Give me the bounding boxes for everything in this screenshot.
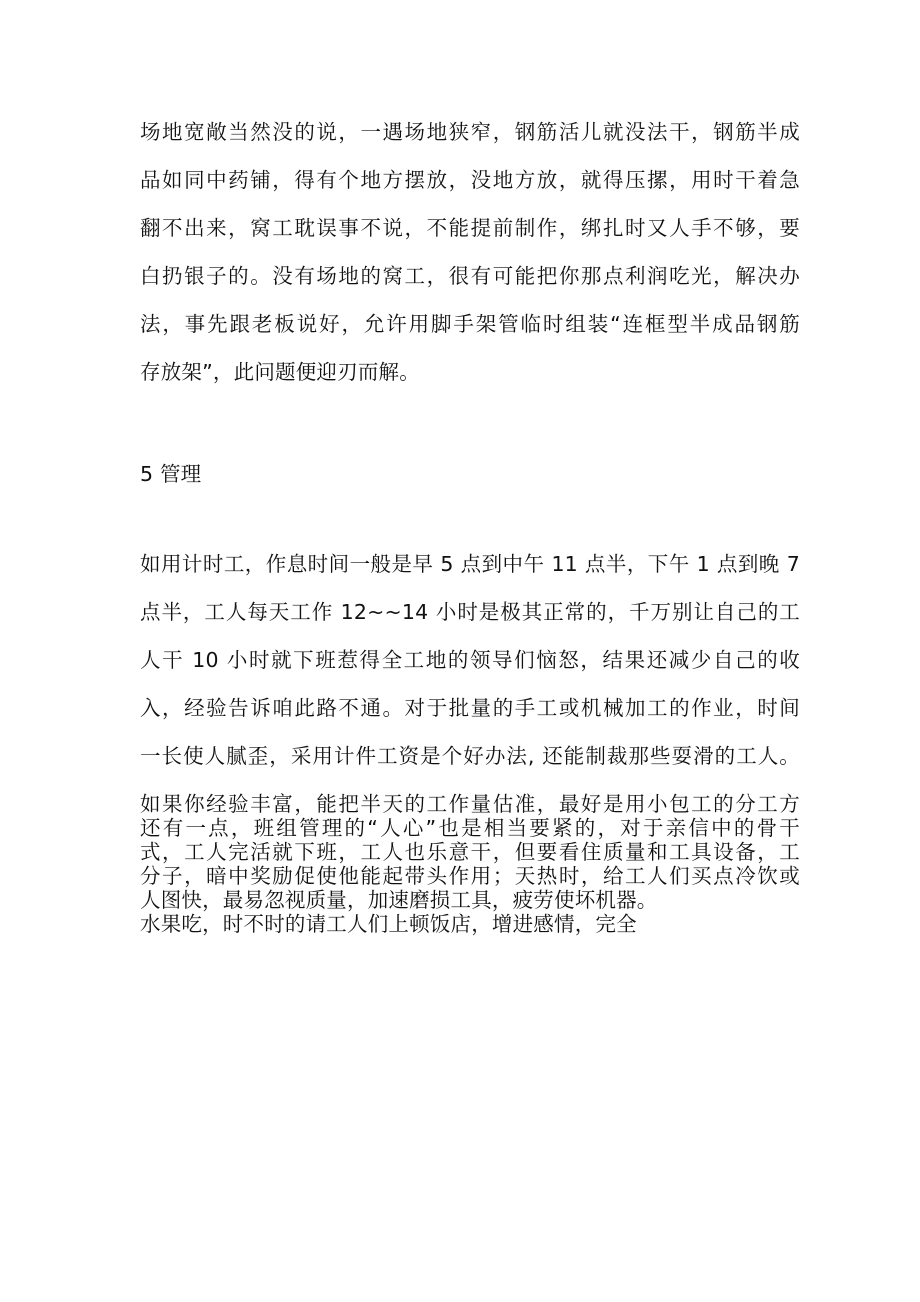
text-line: 品如同中药铺，得有个地方摆放，没地方放，就得压摞，用时干着急 [140,168,800,192]
text-line: 白扔银子的。没有场地的窝工，很有可能把你那点利润吃光，解决办 [140,264,800,288]
text-line: 存放架”，此问题便迎刃而解。 [140,360,420,384]
text-line: 场地宽敞当然没的说，一遇场地狭窄，钢筋活儿就没法干，钢筋半成 [140,120,800,144]
text-line: 式，工人完活就下班，工人也乐意干，但要看住质量和工具设备，工 [140,840,800,864]
paragraph-team-morale [140,804,800,948]
text-line: 分子，暗中奖励促使他能起带头作用；天热时，给工人们买点冷饮或 [140,864,800,888]
text-line: 如用计时工，作息时间一般是早 5 点到中午 11 点半，下午 1 点到晚 7 [140,552,800,576]
text-line: 还有一点，班组管理的“人心”也是相当要紧的，对于亲信中的骨干 [140,816,800,840]
text-line: 如果你经验丰富，能把半天的工作量估准，最好是用小包工的分工方 [140,792,800,816]
text-line: 一长使人腻歪，采用计件工资是个好办法, 还能制裁那些耍滑的工人。 [140,744,800,768]
section-heading-text: 5 管理 [140,462,202,486]
text-line: 法，事先跟老板说好，允许用脚手架管临时组装“连框型半成品钢筋 [140,312,800,336]
text-line: 入，经验告诉咱此路不通。对于批量的手工或机械加工的作业，时间 [140,696,800,720]
paragraph-site-space [140,108,800,396]
section-heading [140,450,800,498]
text-line: 翻不出来，窝工耽误事不说，不能提前制作，绑扎时又人手不够，要 [140,216,800,240]
text-line: 水果吃，时不时的请工人们上顿饭店，增进感情，完全 [140,912,637,936]
text-line: 点半，工人每天工作 12~~14 小时是极其正常的，千万别让自己的工 [140,600,800,624]
text-line: 人图快，最易忽视质量，加速磨损工具，疲劳使坏机器。 [140,888,658,912]
text-line: 人干 10 小时就下班惹得全工地的领导们恼怒，结果还减少自己的收 [140,648,800,672]
